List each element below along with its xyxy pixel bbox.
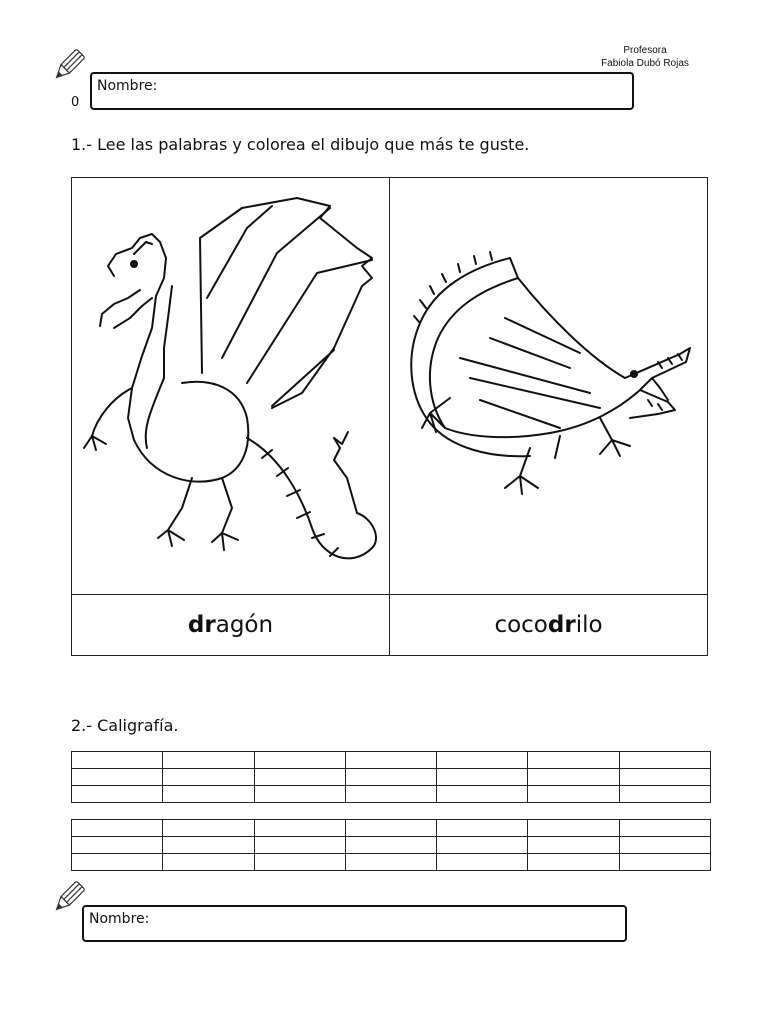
words-table (71, 177, 708, 656)
word-dragon: dragón (72, 595, 390, 656)
calligraphy-grid-1[interactable] (71, 751, 711, 803)
pencil-icon (48, 46, 88, 86)
name-label: Nombre: (97, 78, 158, 94)
name-label: Nombre: (89, 911, 150, 927)
teacher-title: Profesora (623, 45, 667, 56)
dragon-image-cell[interactable] (72, 178, 390, 595)
word-highlight: dr (187, 612, 216, 638)
name-field-bottom[interactable] (82, 905, 627, 942)
page-marker: 0 (71, 95, 80, 110)
crocodile-image-cell[interactable] (390, 178, 708, 595)
exercise-1-instruction: 1.- Lee las palabras y colorea el dibujo que más te guste. (71, 135, 530, 154)
dragon-drawing (72, 178, 388, 590)
word-crocodile: cocodrilo (390, 595, 708, 656)
teacher-name: Fabiola Dubó Rojas (601, 58, 689, 69)
exercise-2-instruction: 2.- Caligrafía. (71, 716, 179, 735)
calligraphy-grid-2[interactable] (71, 819, 711, 871)
name-field[interactable] (90, 72, 634, 110)
word-highlight: dr (547, 612, 576, 638)
crocodile-drawing (390, 178, 706, 590)
teacher-info (560, 44, 730, 70)
